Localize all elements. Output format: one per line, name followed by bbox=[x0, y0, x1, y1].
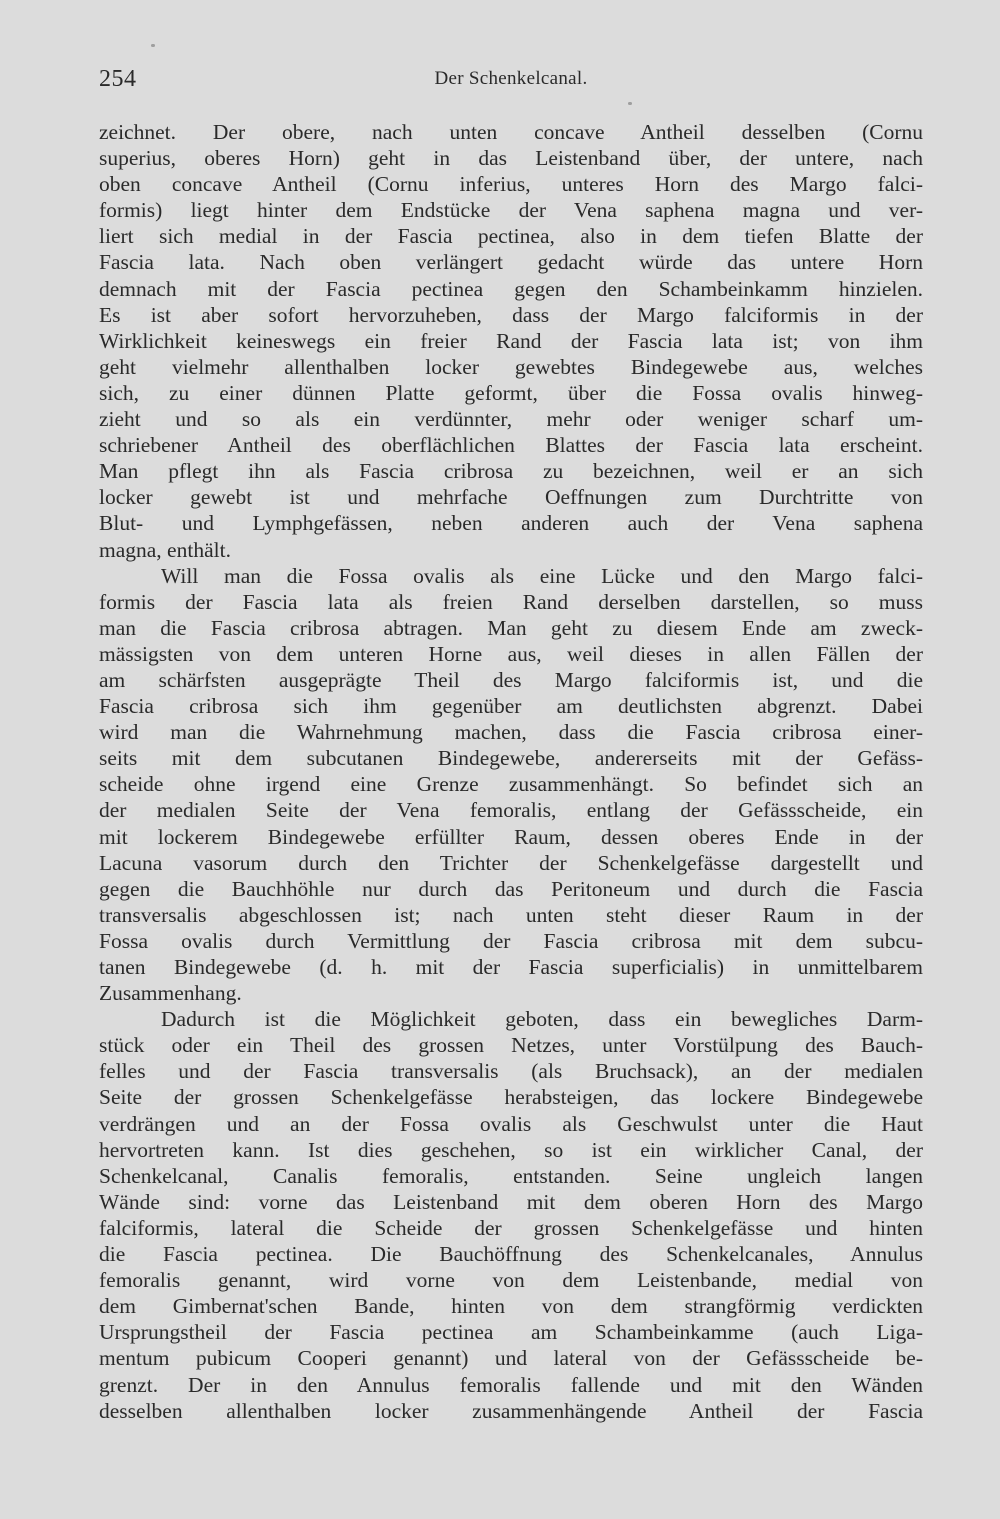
text-line: der medialen Seite der Vena femoralis, entlang der Gefässscheide, ein bbox=[99, 798, 923, 823]
text-line: oben concave Antheil (Cornu inferius, unteres Horn des Margo falci- bbox=[99, 172, 923, 197]
text-line: Lacuna vasorum durch den Trichter der Schenkelgefässe dargestellt und bbox=[99, 850, 923, 875]
text-line: Fascia cribrosa sich ihm gegenüber am deutlichsten abgrenzt. Dabei bbox=[99, 694, 923, 719]
text-line: falciformis, lateral die Scheide der grossen Schenkelgefässe und hinten bbox=[99, 1215, 923, 1240]
text-line: schriebener Antheil des oberflächlichen Blattes der Fascia lata erscheint. bbox=[99, 433, 923, 458]
running-head: Der Schenkelcanal. bbox=[434, 68, 588, 89]
text-line: Man pflegt ihn als Fascia cribrosa zu bezeichnen, weil er an sich bbox=[99, 459, 923, 484]
text-line: dem Gimbernat'schen Bande, hinten von dem strangförmig verdickten bbox=[99, 1294, 923, 1319]
text-line: magna, enthält. bbox=[99, 537, 231, 562]
text-line: stück oder ein Theil des grossen Netzes, unter Vorstülpung des Bauch- bbox=[99, 1033, 923, 1058]
text-line: Schenkelcanal, Canalis femoralis, entstanden. Seine ungleich langen bbox=[99, 1163, 923, 1188]
text-line: Fossa ovalis durch Vermittlung der Fascia cribrosa mit dem subcu- bbox=[99, 928, 923, 953]
text-line: Wirklichkeit keineswegs ein freier Rand der Fascia lata ist; von ihm bbox=[99, 328, 923, 353]
text-line: locker gewebt ist und mehrfache Oeffnungen zum Durchtritte von bbox=[99, 485, 923, 510]
text-line: Ursprungstheil der Fascia pectinea am Schambeinkamme (auch Liga- bbox=[99, 1320, 923, 1345]
text-line: Seite der grossen Schenkelgefässe herabsteigen, das lockere Bindegewebe bbox=[99, 1085, 923, 1110]
text-line: Dadurch ist die Möglichkeit geboten, dass ein bewegliches Darm- bbox=[161, 1007, 923, 1032]
text-line: Wände sind: vorne das Leistenband mit dem oberen Horn des Margo bbox=[99, 1189, 923, 1214]
text-line: gegen die Bauchhöhle nur durch das Peritoneum und durch die Fascia bbox=[99, 876, 923, 901]
text-line: Zusammenhang. bbox=[99, 981, 242, 1006]
text-line: man die Fascia cribrosa abtragen. Man geht zu diesem Ende am zweck- bbox=[99, 615, 923, 640]
text-line: mässigsten von dem unteren Horne aus, weil dieses in allen Fällen der bbox=[99, 641, 923, 666]
page-number: 254 bbox=[99, 66, 137, 92]
ink-speck bbox=[151, 44, 155, 47]
text-line: zeichnet. Der obere, nach unten concave Antheil desselben (Cornu bbox=[99, 120, 923, 144]
text-line: hervortreten kann. Ist dies geschehen, so ist ein wirklicher Canal, der bbox=[99, 1137, 923, 1162]
text-line: superius, oberes Horn) geht in das Leistenband über, der untere, nach bbox=[99, 146, 923, 171]
text-line: grenzt. Der in den Annulus femoralis fallende und mit den Wänden bbox=[99, 1372, 923, 1397]
text-line: am schärfsten ausgeprägte Theil des Margo falciformis ist, und die bbox=[99, 667, 923, 692]
text-line: scheide ohne irgend eine Grenze zusammenhängt. So befindet sich an bbox=[99, 772, 923, 797]
text-line: Blut- und Lymphgefässen, neben anderen auch der Vena saphena bbox=[99, 511, 923, 536]
text-line: zieht und so als ein verdünnter, mehr oder weniger scharf um- bbox=[99, 407, 923, 432]
text-line: tanen Bindegewebe (d. h. mit der Fascia superficialis) in unmittelbarem bbox=[99, 955, 923, 979]
text-line: desselben allenthalben locker zusammenhängende Antheil der Fascia bbox=[99, 1398, 923, 1423]
text-line: seits mit dem subcutanen Bindegewebe, andererseits mit der Gefäss- bbox=[99, 746, 923, 771]
text-line: geht vielmehr allenthalben locker gewebtes Bindegewebe aus, welches bbox=[99, 354, 923, 379]
text-line: formis) liegt hinter dem Endstücke der Vena saphena magna und ver- bbox=[99, 198, 923, 223]
text-line: liert sich medial in der Fascia pectinea, also in dem tiefen Blatte der bbox=[99, 224, 923, 249]
ink-speck bbox=[628, 102, 632, 105]
text-line: femoralis genannt, wird vorne von dem Leistenbande, medial von bbox=[99, 1268, 923, 1293]
text-line: mit lockerem Bindegewebe erfüllter Raum, dessen oberes Ende in der bbox=[99, 824, 923, 849]
text-line: Will man die Fossa ovalis als eine Lücke und den Margo falci- bbox=[161, 563, 923, 588]
text-line: sich, zu einer dünnen Platte geformt, über die Fossa ovalis hinweg- bbox=[99, 380, 923, 405]
text-line: transversalis abgeschlossen ist; nach unten steht dieser Raum in der bbox=[99, 902, 923, 927]
text-line: die Fascia pectinea. Die Bauchöffnung des Schenkelcanales, Annulus bbox=[99, 1242, 923, 1267]
text-line: verdrängen und an der Fossa ovalis als Geschwulst unter die Haut bbox=[99, 1111, 923, 1136]
text-line: mentum pubicum Cooperi genannt) und lateral von der Gefässscheide be- bbox=[99, 1346, 923, 1371]
text-line: felles und der Fascia transversalis (als Bruchsack), an der medialen bbox=[99, 1059, 923, 1084]
text-line: formis der Fascia lata als freien Rand derselben darstellen, so muss bbox=[99, 589, 923, 614]
body-text bbox=[99, 119, 923, 1424]
text-line: demnach mit der Fascia pectinea gegen den Schambeinkamm hinzielen. bbox=[99, 276, 923, 301]
text-line: wird man die Wahrnehmung machen, dass die Fascia cribrosa einer- bbox=[99, 720, 923, 745]
text-line: Fascia lata. Nach oben verlängert gedacht würde das untere Horn bbox=[99, 250, 923, 275]
text-line: Es ist aber sofort hervorzuheben, dass der Margo falciformis in der bbox=[99, 302, 923, 327]
page-header bbox=[99, 66, 923, 96]
